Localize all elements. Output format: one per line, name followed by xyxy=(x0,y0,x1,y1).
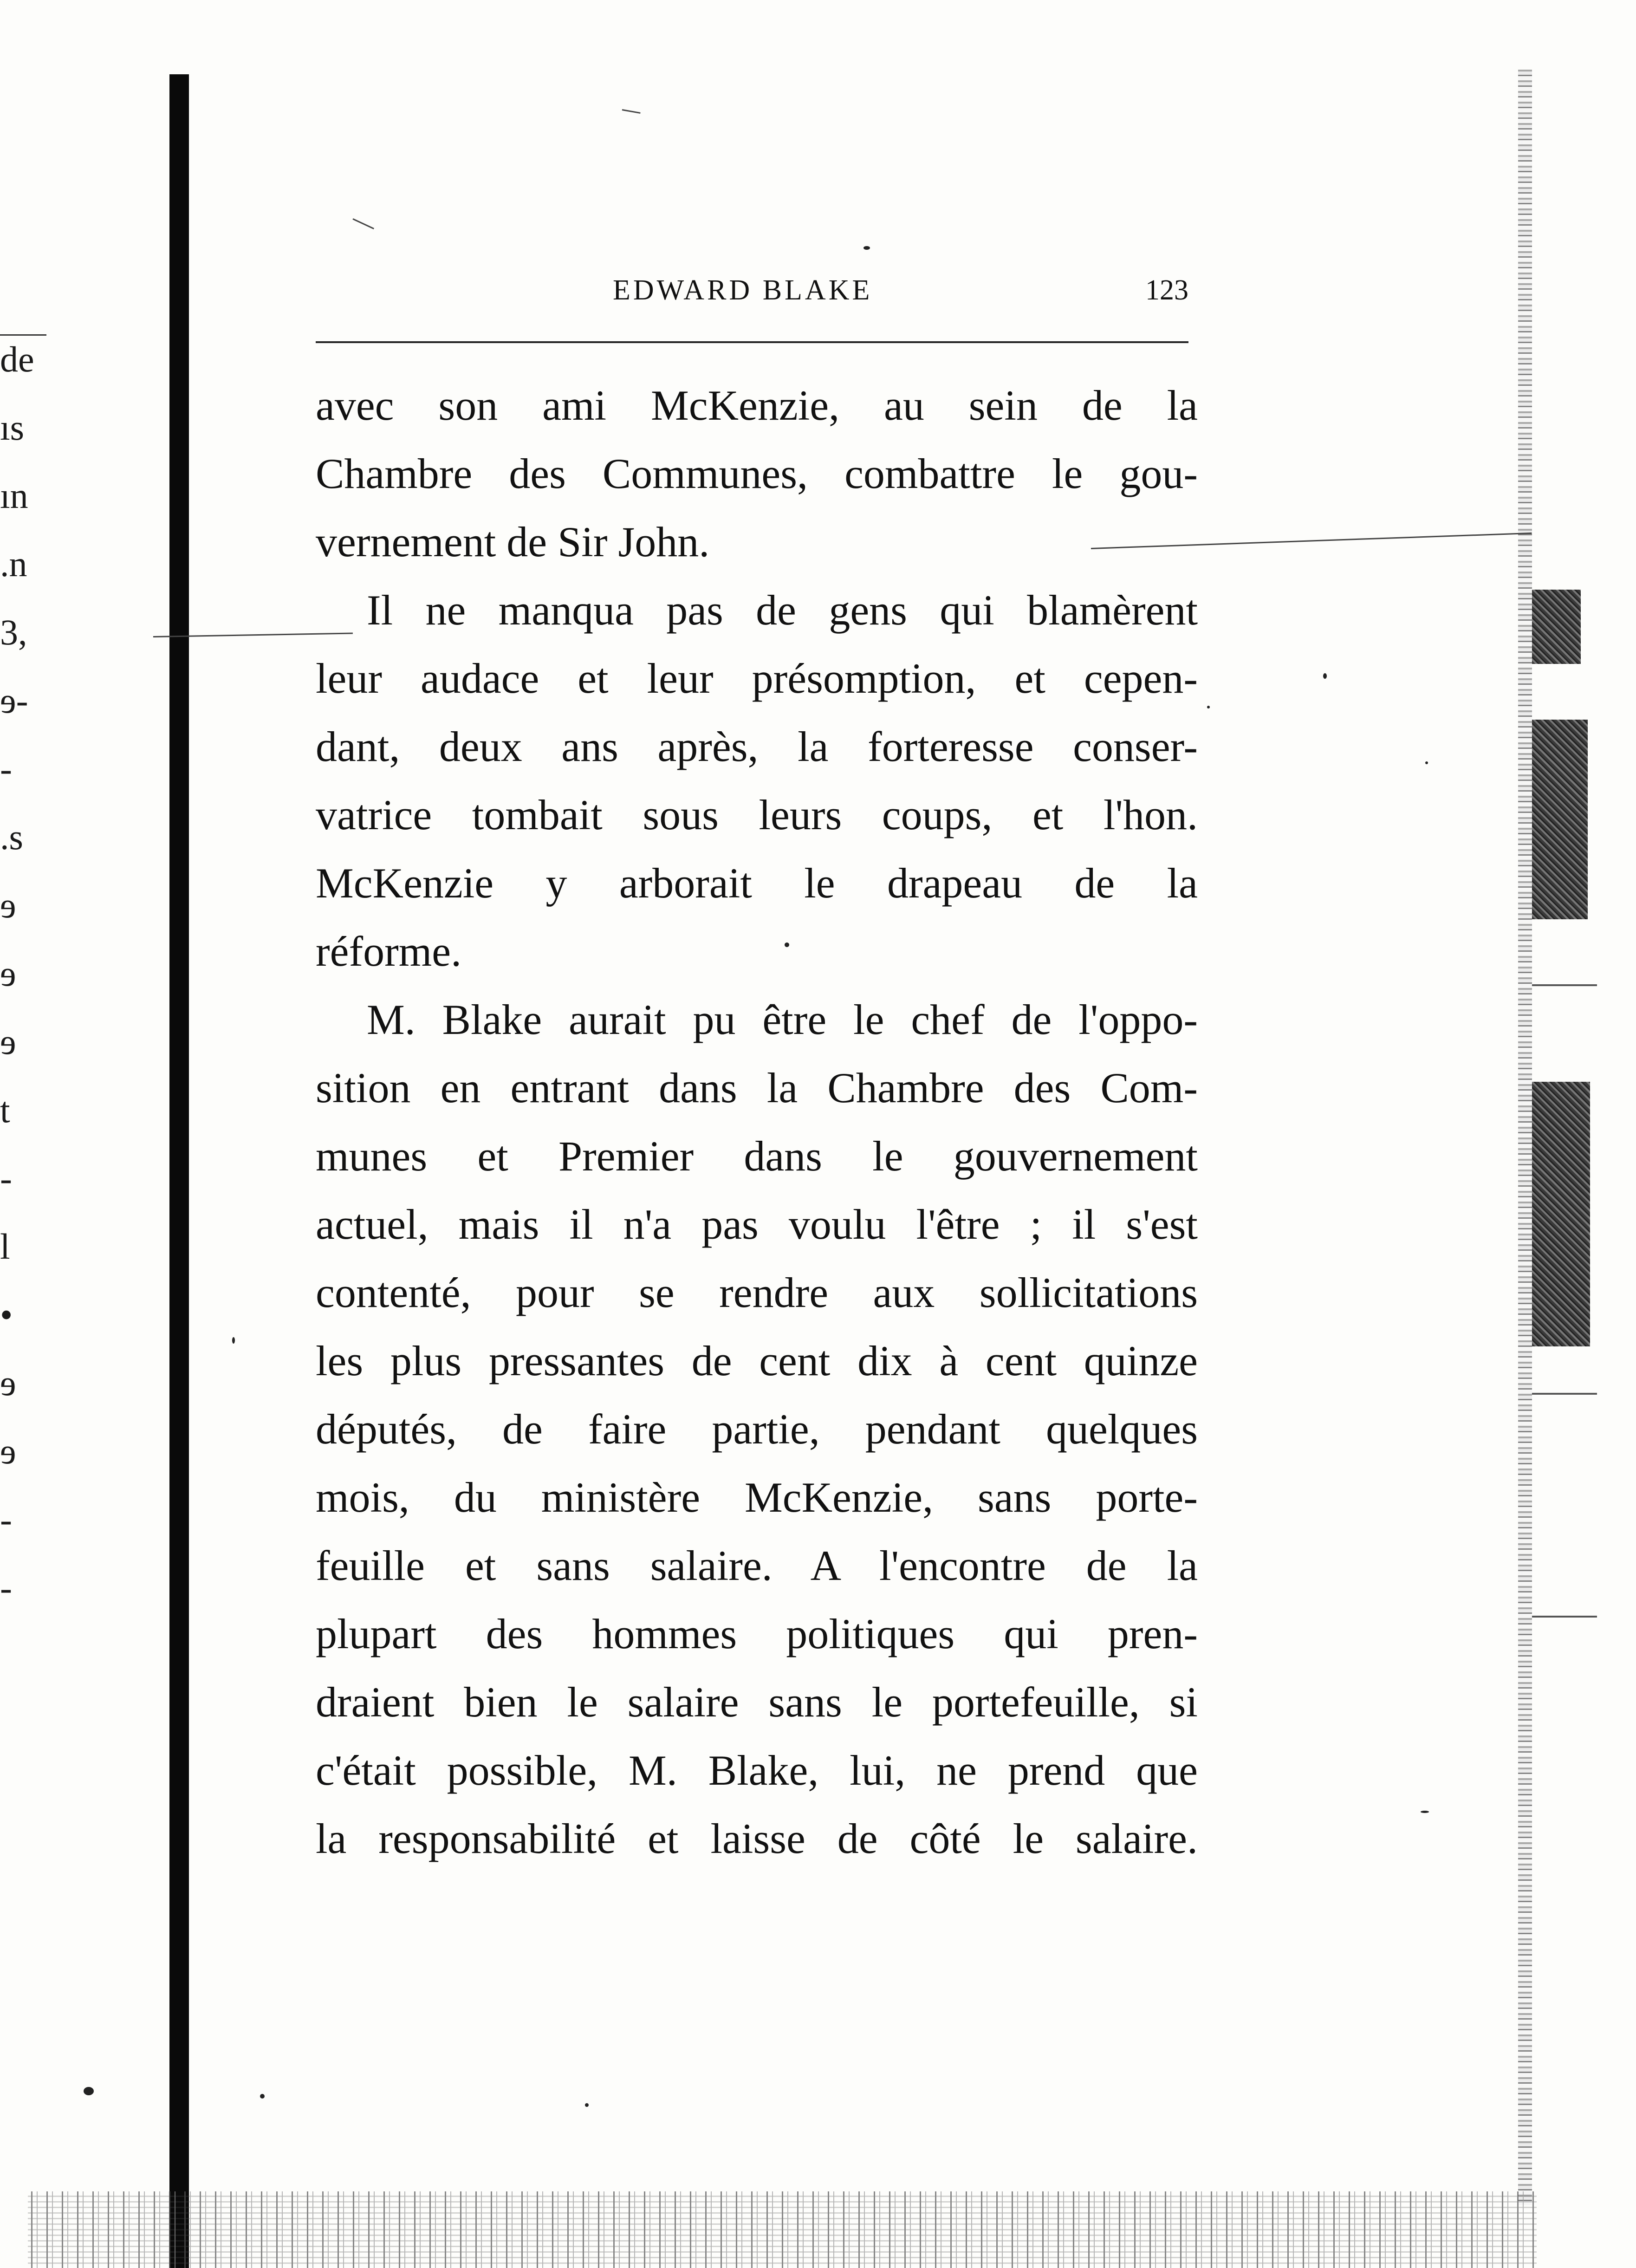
facing-fragment: ɘ- xyxy=(0,680,28,721)
scan-speck xyxy=(260,2094,265,2099)
facing-fragment: ın xyxy=(0,475,28,516)
paragraph xyxy=(316,986,1198,1873)
scan-stray-line xyxy=(352,218,374,229)
facing-fragment: - xyxy=(0,1499,12,1540)
body-text xyxy=(316,371,1198,1873)
binding-shadow-bar xyxy=(169,74,189,2268)
text-line: M. Blake aurait pu être le chef de l'oppo- xyxy=(367,996,1198,1043)
scan-stray-line xyxy=(622,109,641,114)
scan-edge-right xyxy=(1518,70,1532,2205)
text-line: leur audace et leur présomption, et cepen- xyxy=(316,655,1198,702)
scan-edge-bottom xyxy=(28,2191,1537,2268)
facing-fragment: ɘ xyxy=(0,885,16,925)
text-line: avec son ami McKenzie, au sein de la xyxy=(316,382,1198,429)
text-line: Il ne manqua pas de gens qui blamèrent xyxy=(367,586,1198,634)
scan-dark-patch xyxy=(1532,1082,1590,1346)
scan-edge-tick xyxy=(1532,1393,1597,1395)
scan-edge-tick xyxy=(1532,984,1597,986)
facing-fragment: t xyxy=(0,1090,10,1130)
facing-fragment: ıs xyxy=(0,407,25,448)
running-header xyxy=(316,265,1188,316)
facing-fragment: ɘ xyxy=(0,1363,16,1403)
scan-speck xyxy=(232,1337,235,1344)
text-line: McKenzie y arborait le drapeau de la xyxy=(316,859,1198,907)
scan-speck xyxy=(1421,1811,1429,1813)
scan-speck xyxy=(1425,761,1428,764)
text-line: c'était possible, M. Blake, lui, ne prend que xyxy=(316,1747,1198,1794)
facing-fragment: - xyxy=(0,748,12,789)
running-title: EDWARD BLAKE xyxy=(613,274,873,306)
facing-page-edge xyxy=(0,325,56,1622)
facing-fragment: - xyxy=(0,1567,12,1608)
facing-fragment: .s xyxy=(0,817,23,857)
text-line: contenté, pour se rendre aux sollicitations xyxy=(316,1269,1198,1316)
text-line: munes et Premier dans le gouvernement xyxy=(316,1132,1198,1180)
text-line: mois, du ministère McKenzie, sans porte- xyxy=(316,1474,1198,1521)
facing-fragment: .n xyxy=(0,544,27,584)
facing-fragment: de xyxy=(0,339,34,379)
paragraph xyxy=(316,371,1198,576)
facing-fragment: • xyxy=(0,1294,13,1335)
scan-speck xyxy=(1207,706,1210,708)
facing-fragment: ɘ xyxy=(0,953,16,994)
text-line: sition en entrant dans la Chambre des Com- xyxy=(316,1064,1198,1111)
scan-speck xyxy=(785,942,789,947)
scan-speck xyxy=(585,2103,589,2107)
text-line: actuel, mais il n'a pas voulu l'être ; il s'est xyxy=(316,1201,1198,1248)
scan-speck xyxy=(863,246,870,250)
scan-dark-patch xyxy=(1532,590,1581,664)
facing-fragment: 3, xyxy=(0,612,27,652)
text-line: plupart des hommes politiques qui pren- xyxy=(316,1610,1198,1657)
scan-speck xyxy=(84,2087,94,2095)
text-line: vernement de Sir John. xyxy=(316,518,710,565)
text-line: Chambre des Communes, combattre le gou- xyxy=(316,450,1198,497)
text-line: feuille et sans salaire. A l'encontre de la xyxy=(316,1542,1198,1589)
scan-dark-patch xyxy=(1532,720,1588,919)
facing-fragment: ɘ xyxy=(0,1431,16,1471)
text-line: réforme. xyxy=(316,928,462,975)
text-line: la responsabilité et laisse de côté le salaire. xyxy=(316,1815,1198,1862)
text-line: draient bien le salaire sans le portefeuille, si xyxy=(316,1678,1198,1726)
header-rule xyxy=(316,341,1188,343)
text-line: dant, deux ans après, la forteresse conser- xyxy=(316,723,1198,770)
text-line: vatrice tombait sous leurs coups, et l'hon. xyxy=(316,791,1198,838)
facing-fragment: l xyxy=(0,1226,10,1267)
paragraph xyxy=(316,576,1198,986)
scan-speck xyxy=(1323,673,1327,679)
page-number: 123 xyxy=(1145,274,1188,306)
facing-fragment: ɘ xyxy=(0,1021,16,1062)
text-line: députés, de faire partie, pendant quelques xyxy=(316,1405,1198,1453)
text-line: les plus pressantes de cent dix à cent quinze xyxy=(316,1337,1198,1384)
facing-fragment: - xyxy=(0,1158,12,1198)
scan-edge-tick xyxy=(1532,1616,1597,1618)
